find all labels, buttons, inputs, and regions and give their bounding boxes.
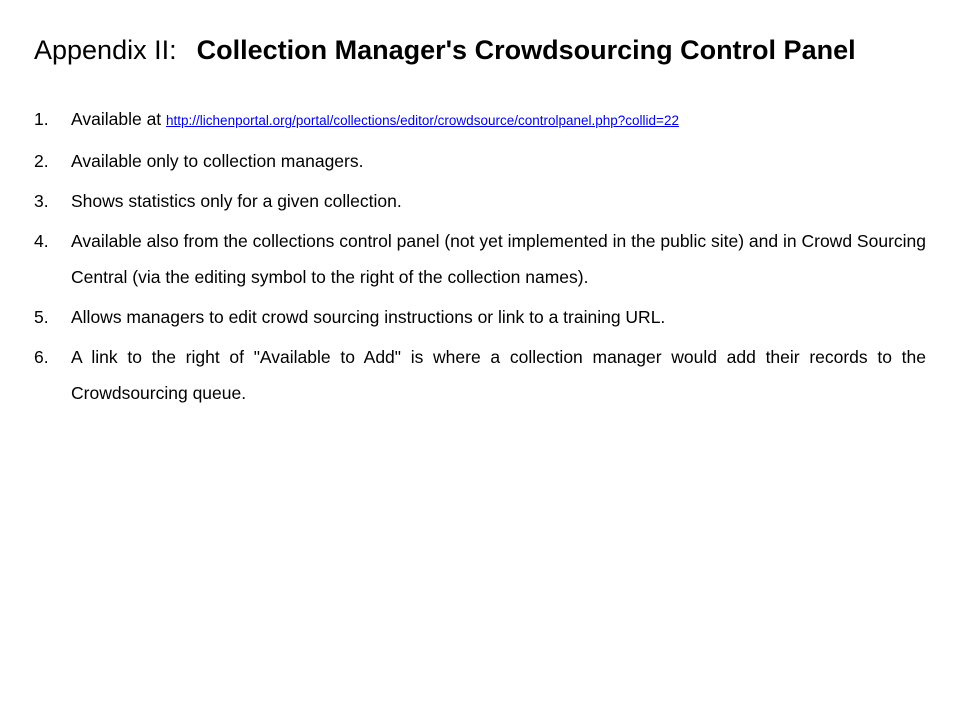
list-item <box>34 183 926 219</box>
list-item <box>34 339 926 411</box>
list-item-number: 1. <box>34 109 49 129</box>
control-panel-link[interactable]: http://lichenportal.org/portal/collections/editor/crowdsource/controlpanel.php?collid=22 <box>166 113 679 128</box>
list-item-number: 6. <box>34 347 49 367</box>
list-item <box>34 143 926 179</box>
slide-title <box>34 30 934 70</box>
list-item-text: Shows statistics only for a given collection. <box>71 191 402 211</box>
list-item-number: 5. <box>34 307 49 327</box>
title-prefix: Appendix II: <box>34 35 177 65</box>
list-item-text: A link to the right of "Available to Add" is where a collection manager would add their records to the Crowdsourcing queue. <box>71 347 926 403</box>
list-item <box>34 101 926 139</box>
list-item-number: 3. <box>34 191 49 211</box>
list-item-number: 2. <box>34 151 49 171</box>
title-main: Collection Manager's Crowdsourcing Control Panel <box>196 35 856 65</box>
list-item-text: Available also from the collections control panel (not yet implemented in the public site) and in Crowd Sourcing Central (via the editing symbol to the right of the collection names). <box>71 231 926 287</box>
list-item-text: Available only to collection managers. <box>71 151 364 171</box>
list-item <box>34 299 926 335</box>
numbered-list <box>34 101 926 415</box>
list-item-text: Available at <box>71 109 167 129</box>
list-item <box>34 223 926 295</box>
list-item-number: 4. <box>34 231 49 251</box>
list-item-text: Allows managers to edit crowd sourcing instructions or link to a training URL. <box>71 307 666 327</box>
